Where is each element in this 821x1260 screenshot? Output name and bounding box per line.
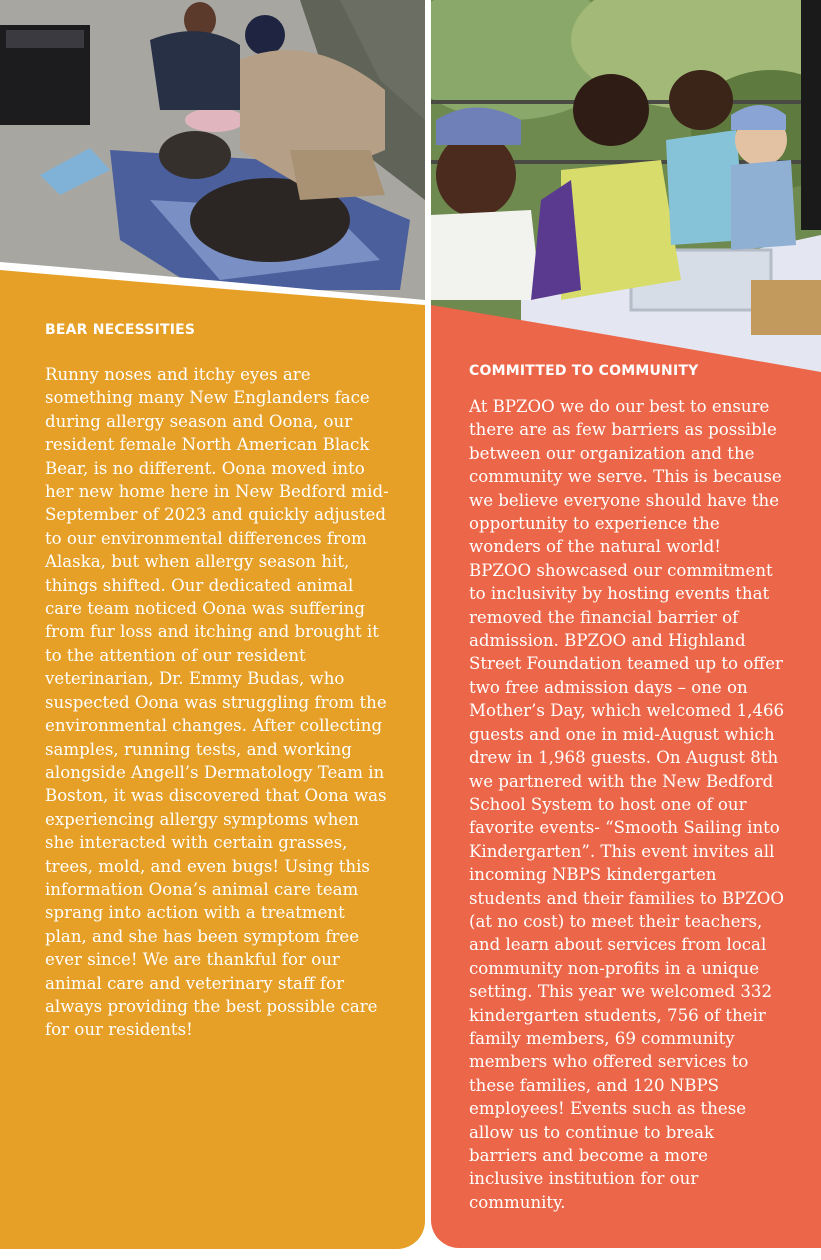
committed-to-community-card (431, 0, 821, 1248)
section-body: At BPZOO we do our best to ensure there are as few barriers as possible between our organization and the community we serve. This is because we believe everyone should have the opportunity to experience the wonders of the natural world! BPZOO showcased our commitment to inclusivity by hosting events that removed the financial barrier of admission. BPZOO and Highland Street Foundation teamed up to offer two free admission days – one on Mother’s Day, which welcomed 1,466 guests and one in mid-August which drew in 1,968 guests. On August 8th we partnered with the New Bedford School System to host one of our favorite events- “Smooth Sailing into Kindergarten”. This event invites all incoming NBPS kindergarten students and their families to BPZOO (at no cost) to meet their teachers, and learn about services from local community non-profits in a unique setting. This year we welcomed 332 kindergarten students, 756 of their family members, 69 community members who offered services to these families, and 120 NBPS employees! Events such as these allow us to continue to break barriers and become a more inclusive institution for our community. (469, 397, 785, 1212)
section-heading: COMMITTED TO COMMUNITY (469, 363, 699, 379)
children-crafts-photo (431, 0, 821, 372)
photo-illustration (0, 0, 425, 305)
section-heading: BEAR NECESSITIES (45, 322, 196, 338)
photo-illustration (431, 0, 821, 372)
section-body: Runny noses and itchy eyes are something many New Englanders face during allergy season and Oona, our resident female North American Black Bear, is no different. Oona moved into her new home here in New Bedford mid- September of 2023 and quickly adjusted to our environmental differences from Alaska, but when allergy season hit, things shifted. Our dedicated animal care team noticed Oona was suffering from fur loss and itching and brought it to the attention of our resident veterinarian, Dr. Emmy Budas, who suspected Oona was struggling from the environmental changes. After collecting samples, running tests, and working alongside Angell’s Dermatology Team in Boston, it was discovered that Oona was experiencing allergy symptoms when she interacted with certain grasses, trees, mold, and even bugs! Using this information Oona’s animal care team sprang into action with a treatment plan, and she has been symptom free ever since! We are thankful for our animal care and veterinary staff for always providing the best possible care for our residents! (45, 365, 389, 1040)
veterinary-bear-photo (0, 0, 425, 305)
